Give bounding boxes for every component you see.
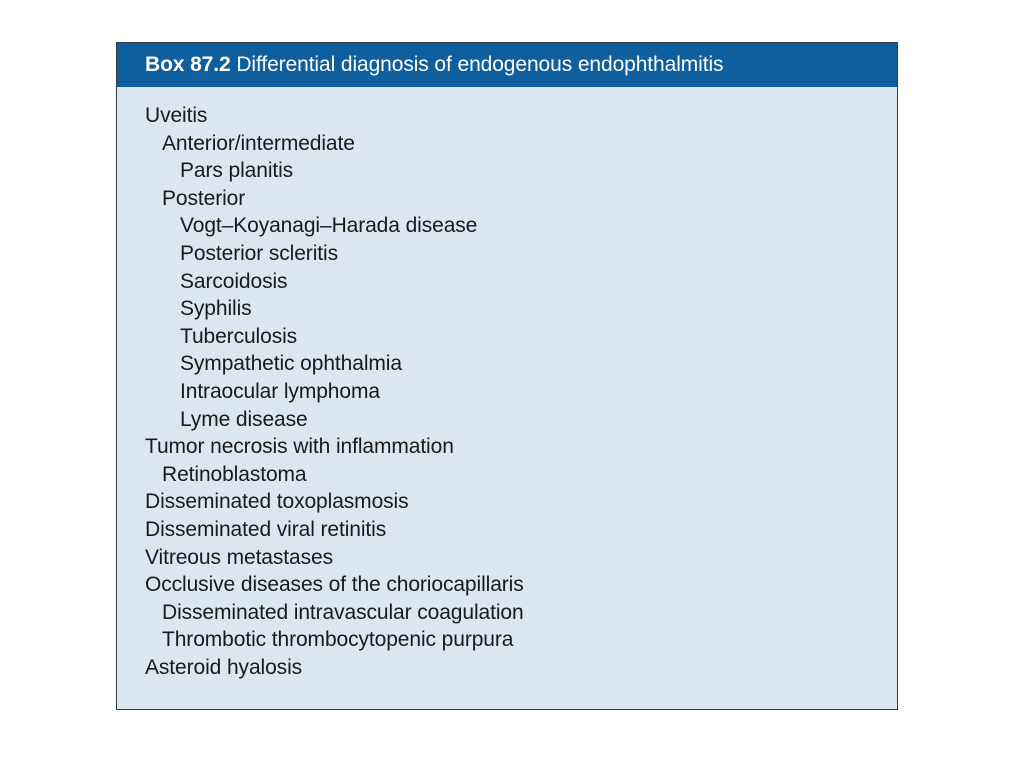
box-header xyxy=(117,43,897,87)
list-item: Asteroid hyalosis xyxy=(145,655,303,679)
list-item: Disseminated intravascular coagulation xyxy=(162,600,524,624)
box-title: Differential diagnosis of endogenous endophthalmitis xyxy=(236,53,724,76)
list-item: Anterior/intermediate xyxy=(162,131,355,155)
list-item: Thrombotic thrombocytopenic purpura xyxy=(162,628,514,652)
list-item: Vitreous metastases xyxy=(145,545,333,569)
box-label: Box 87.2 xyxy=(145,53,231,76)
differential-diagnosis-box xyxy=(116,42,898,710)
list-item: Occlusive diseases of the choriocapillaris xyxy=(145,573,524,597)
list-item: Tuberculosis xyxy=(180,324,298,348)
list-item: Posterior scleritis xyxy=(180,241,338,265)
list-item: Disseminated toxoplasmosis xyxy=(145,490,409,514)
diagnosis-list xyxy=(117,87,897,681)
list-item: Sarcoidosis xyxy=(180,269,288,293)
list-item: Posterior xyxy=(162,186,246,210)
list-item: Syphilis xyxy=(180,297,252,321)
list-item: Intraocular lymphoma xyxy=(180,379,380,403)
list-item: Disseminated viral retinitis xyxy=(145,517,387,541)
list-item: Uveitis xyxy=(145,104,208,127)
list-item: Retinoblastoma xyxy=(162,462,307,486)
list-item: Vogt–Koyanagi–Harada disease xyxy=(180,214,478,238)
list-item: Lyme disease xyxy=(180,407,308,431)
list-item: Tumor necrosis with inflammation xyxy=(145,435,454,459)
list-item: Pars planitis xyxy=(180,159,294,183)
list-item: Sympathetic ophthalmia xyxy=(180,352,402,376)
